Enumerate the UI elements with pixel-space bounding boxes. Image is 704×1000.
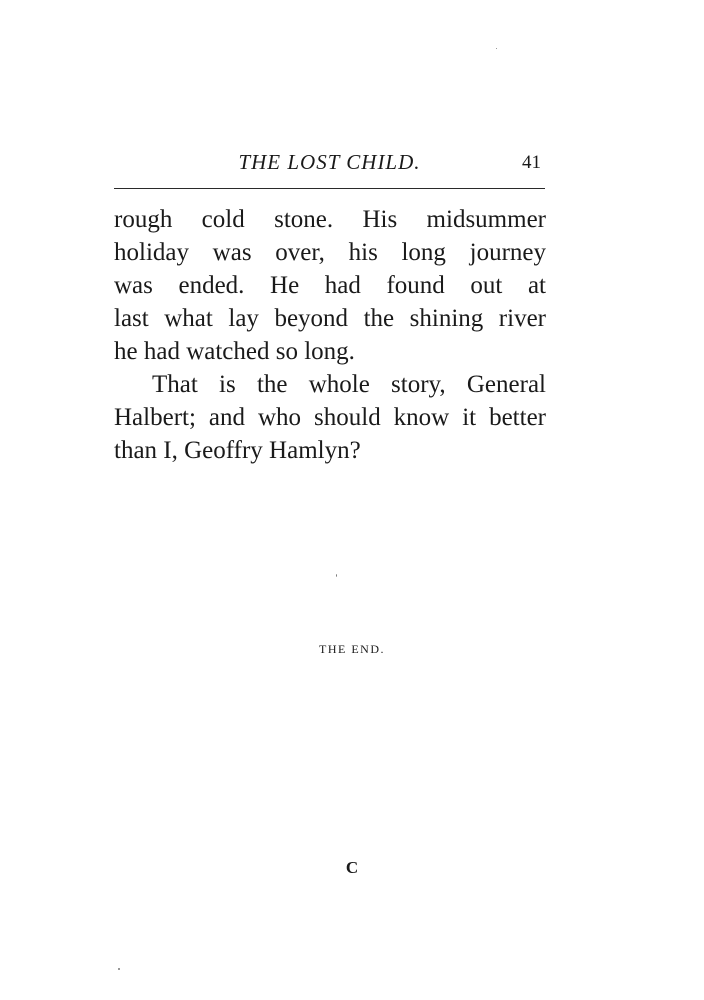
text-line: than I, Geoffry Hamlyn? (114, 437, 361, 464)
end-mark: THE END. (319, 642, 385, 656)
body-text (114, 203, 546, 467)
signature-mark: C (345, 858, 359, 877)
header-rule (114, 188, 545, 189)
text-line: Halbert; and who should know it better (114, 404, 546, 431)
paper-speck (496, 48, 497, 49)
paper-speck (336, 574, 337, 577)
text-line: he had watched so long. (114, 338, 355, 365)
running-title: THE LOST CHILD. (238, 150, 421, 174)
text-line: rough cold stone. His midsummer (114, 206, 546, 233)
running-head (114, 150, 545, 186)
text-line: last what lay beyond the shining river (114, 305, 546, 332)
text-line: That is the whole story, General (152, 371, 546, 398)
paper-speck (118, 968, 120, 970)
page-number: 41 (522, 152, 541, 173)
text-line: holiday was over, his long journey (114, 239, 546, 266)
text-line: was ended. He had found out at (114, 272, 546, 299)
